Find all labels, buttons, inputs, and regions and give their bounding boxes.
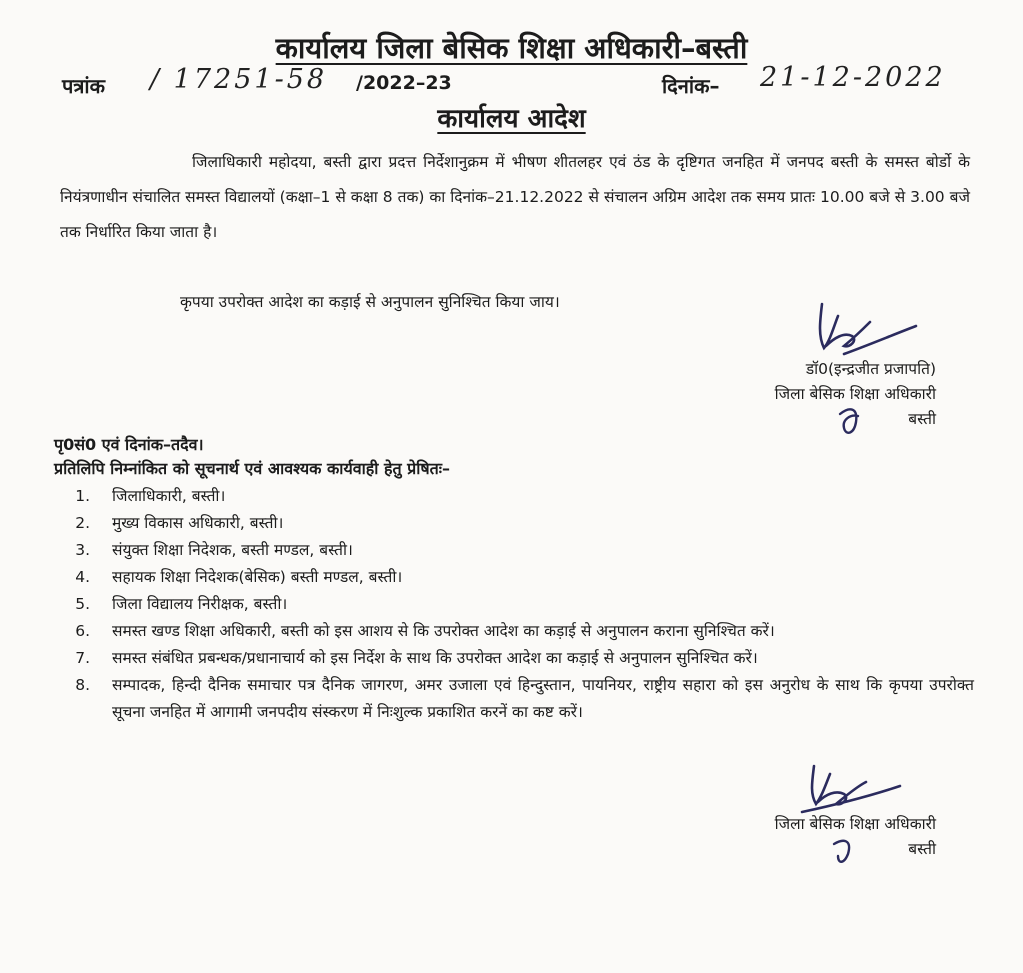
list-item-text: मुख्य विकास अधिकारी, बस्ती। — [112, 514, 284, 532]
ref-label: पत्रांक — [62, 74, 105, 98]
list-item-number: 7. — [75, 649, 90, 667]
list-item-number: 3. — [75, 541, 90, 559]
list-item — [54, 510, 974, 537]
copy-ref-line: पृ0सं0 एवं दिनांक–तदैव। — [54, 435, 204, 454]
list-item-number: 6. — [75, 622, 90, 640]
list-item-text: जिलाधिकारी, बस्ती। — [112, 487, 226, 505]
list-item — [54, 618, 974, 645]
list-item-number: 8. — [75, 676, 90, 694]
list-item-text: समस्त संबंधित प्रबन्धक/प्रधानाचार्य को इस निर्देश के साथ कि उपरोक्त आदेश का कड़ाई से अनुपालन सुनिश्चित करें। — [112, 649, 758, 667]
list-item-text: सहायक शिक्षा निदेशक(बेसिक) बस्ती मण्डल, बस्ती। — [112, 568, 403, 586]
list-item — [54, 645, 974, 672]
list-item-number: 2. — [75, 514, 90, 532]
officer-designation-2: जिला बेसिक शिक्षा अधिकारी — [774, 815, 936, 833]
signature-block-2 — [640, 812, 936, 862]
date-label: दिनांक– — [662, 74, 720, 98]
list-item-text: संयुक्त शिक्षा निदेशक, बस्ती मण्डल, बस्ती। — [112, 541, 353, 559]
list-item-text: समस्त खण्ड शिक्षा अधिकारी, बस्ती को इस आशय से कि उपरोक्त आदेश का कड़ाई से अनुपालन कराना सुनिश्चित करें। — [112, 622, 775, 640]
copy-header — [54, 433, 450, 481]
copy-heading: प्रतिलिपि निम्नांकित को सूचनार्थ एवं आवश्यक कार्यवाही हेतु प्रेषितः– — [54, 459, 451, 478]
date-handwritten: 21-12-2022 — [760, 62, 946, 93]
officer-designation: जिला बेसिक शिक्षा अधिकारी — [774, 385, 936, 403]
list-item — [54, 591, 974, 618]
ref-number-handwritten: / 17251-58 — [150, 64, 328, 95]
officer-place-2: बस्ती — [908, 840, 936, 858]
list-item — [54, 564, 974, 591]
list-item-number: 4. — [75, 568, 90, 586]
officer-place: बस्ती — [908, 410, 936, 428]
order-title: कार्यालय आदेश — [437, 104, 586, 134]
list-item — [54, 537, 974, 564]
officer-name: डॉ0(इन्द्रजीत प्रजापति) — [805, 360, 936, 378]
list-item — [54, 483, 974, 510]
compliance-line: कृपया उपरोक्त आदेश का कड़ाई से अनुपालन सुनिश्चित किया जाय। — [180, 293, 560, 311]
signature-block-1 — [640, 357, 936, 432]
ref-year: /2022–23 — [356, 72, 452, 94]
list-item-number: 5. — [75, 595, 90, 613]
office-title: कार्यालय जिला बेसिक शिक्षा अधिकारी–बस्ती — [275, 31, 748, 65]
list-item-text: सम्पादक, हिन्दी दैनिक समाचार पत्र दैनिक जागरण, अमर उजाला एवं हिन्दुस्तान, पायनियर, राष्ट्रीय सहारा को इस अनुरोध के साथ कि कृपया उपरोक्त सूचना जनहित में आगामी जनपदीय संस्करण में निःशुल्क प्रकाशित करनें का कष्ट करें। — [112, 676, 974, 721]
list-item-number: 1. — [75, 487, 90, 505]
copy-list — [54, 483, 974, 726]
order-paragraph: जिलाधिकारी महोदया, बस्ती द्वारा प्रदत्त निर्देशानुक्रम में भीषण शीतलहर एवं ठंड के दृष्टिगत जनहित में जनपद बस्ती के समस्त बोर्डो के नियंत्रणाधीन संचालित समस्त विद्यालयों (कक्षा–1 से कक्षा 8 तक) का दिनांक–21.12.2022 से संचालन अग्रिम आदेश तक समय प्रातः 10.00 बजे से 3.00 बजे तक निर्धारित किया जाता है। — [60, 153, 970, 241]
list-item — [54, 672, 974, 726]
list-item-text: जिला विद्यालय निरीक्षक, बस्ती। — [112, 595, 288, 613]
